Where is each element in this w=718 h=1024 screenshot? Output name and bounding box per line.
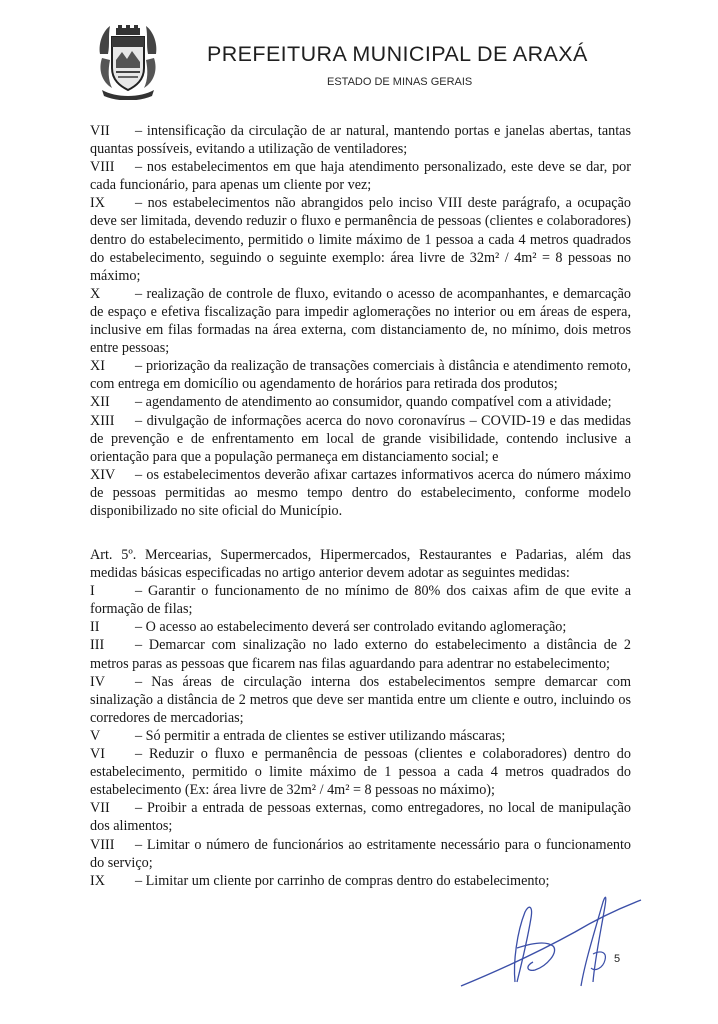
list-item bbox=[90, 673, 631, 727]
item-text: – divulgação de informações acerca do novo coronavírus – COVID-19 e das medidas de prevenção e de enfrentamento em local de grande visibilidade, contendo inclusive a orientação para que a população permaneça em distanciamento social; e bbox=[90, 412, 631, 465]
list-item bbox=[90, 745, 631, 799]
article-5 bbox=[90, 546, 631, 890]
item-text: – priorização da realização de transações comerciais à distância e atendimento remoto, com entrega em domicílio ou agendamento de horários para retirada dos produtos; bbox=[90, 358, 631, 393]
list-item bbox=[90, 466, 631, 520]
list-item bbox=[90, 636, 631, 672]
list-item bbox=[90, 158, 631, 194]
item-number: VI bbox=[90, 746, 105, 763]
item-number: XIII bbox=[90, 412, 115, 429]
item-text: – nos estabelecimentos não abrangidos pelo inciso VIII deste parágrafo, a ocupação deve ser limitada, devendo reduzir o fluxo e permanência de pessoas (clientes e colaboradores) dentro do estabelecimento, permitido o limite máximo de 1 pessoa a cada 4 metros quadrados do estabelecimento, seguindo o seguinte exemplo: área livre de 32m² / 4m² = 8 pessoas no máximo; bbox=[90, 195, 631, 284]
item-text: – Reduzir o fluxo e permanência de pessoas (clientes e colaboradores) dentro do estabelecimento, permitido o limite máximo de 1 pessoa a cada 4 metros quadrados do estabelecimento (Ex: área livre de 32m² / 4m² = 8 pessoas no máximo); bbox=[90, 746, 631, 799]
item-number: XII bbox=[90, 394, 110, 411]
item-number: VIII bbox=[90, 836, 115, 853]
item-number: I bbox=[90, 583, 95, 600]
list-item bbox=[90, 836, 631, 872]
list-item bbox=[90, 412, 631, 466]
municipal-crest-icon bbox=[96, 24, 160, 100]
page-number: 5 bbox=[614, 953, 621, 965]
item-number: IX bbox=[90, 872, 105, 889]
item-text: – nos estabelecimentos em que haja atendimento personalizado, este deve se dar, por cada funcionário, para apenas um cliente por vez; bbox=[90, 159, 631, 194]
item-text: – Garantir o funcionamento de no mínimo de 80% dos caixas afim de que evite a formação de filas; bbox=[90, 583, 631, 618]
list-item bbox=[90, 393, 631, 411]
item-number: XI bbox=[90, 358, 105, 375]
item-number: X bbox=[90, 285, 101, 302]
list-item bbox=[90, 618, 631, 636]
list-item bbox=[90, 194, 631, 284]
list-item bbox=[90, 357, 631, 393]
list-item bbox=[90, 285, 631, 357]
item-number: V bbox=[90, 727, 101, 744]
handwritten-signature-icon bbox=[455, 882, 645, 994]
page-title: PREFEITURA MUNICIPAL DE ARAXÁ bbox=[207, 42, 588, 66]
item-text: – os estabelecimentos deverão afixar cartazes informativos acerca do número máximo de pessoas permitidas ao mesmo tempo dentro do estabelecimento, conforme modelo disponibilizado no site oficial do Município. bbox=[90, 466, 631, 519]
list-item bbox=[90, 122, 631, 158]
list-item bbox=[90, 727, 631, 745]
item-text: – Nas áreas de circulação interna dos estabelecimentos sempre demarcar com sinalização a distância de 2 metros que deve ser mantida entre um cliente e outro, incluindo os corredores de mercadorias; bbox=[90, 673, 631, 726]
list-item bbox=[90, 582, 631, 618]
item-text: – O acesso ao estabelecimento deverá ser controlado evitando aglomeração; bbox=[135, 619, 567, 636]
item-text: – intensificação da circulação de ar natural, mantendo portas e janelas abertas, tantas quantas possíveis, evitando a utilização de ventiladores; bbox=[90, 123, 631, 158]
section-incisos bbox=[90, 122, 631, 520]
item-number: II bbox=[90, 619, 100, 636]
item-number: IX bbox=[90, 195, 105, 212]
item-number: IV bbox=[90, 673, 105, 690]
item-number: VIII bbox=[90, 159, 115, 176]
article-intro: Art. 5º. Mercearias, Supermercados, Hipermercados, Restaurantes e Padarias, além das medidas básicas especificadas no artigo anterior devem adotar as seguintes medidas: bbox=[90, 547, 631, 582]
item-text: – Limitar um cliente por carrinho de compras dentro do estabelecimento; bbox=[135, 872, 550, 889]
item-text: – realização de controle de fluxo, evitando o acesso de acompanhantes, e demarcação de espaço e efetiva fiscalização para impedir aglomerações no interior ou em áreas de espera, inclusive em filas formadas na área externa, com distanciamento de, no mínimo, dois metros entre pessoas; bbox=[90, 285, 631, 357]
item-text: – Proibir a entrada de pessoas externas, como entregadores, no local de manipulação dos alimentos; bbox=[90, 800, 631, 835]
item-number: VII bbox=[90, 800, 110, 817]
item-text: – Limitar o número de funcionários ao estritamente necessário para o funcionamento do serviço; bbox=[90, 836, 631, 871]
item-text: – agendamento de atendimento ao consumidor, quando compatível com a atividade; bbox=[135, 394, 612, 411]
item-number: XIV bbox=[90, 466, 116, 483]
item-text: – Demarcar com sinalização no lado externo do estabelecimento a distância de 2 metros paras as pessoas que ficarem nas filas aguardando para adentrar no estabelecimento; bbox=[90, 637, 631, 672]
item-text: – Só permitir a entrada de clientes se estiver utilizando máscaras; bbox=[135, 727, 506, 744]
item-number: VII bbox=[90, 123, 110, 139]
list-item bbox=[90, 799, 631, 835]
page-subtitle: ESTADO DE MINAS GERAIS bbox=[327, 76, 473, 88]
item-number: III bbox=[90, 637, 105, 654]
